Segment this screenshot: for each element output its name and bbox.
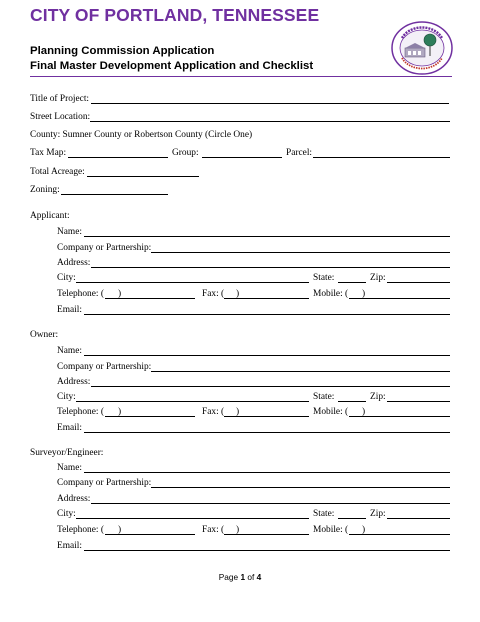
city-title: CITY OF PORTLAND, TENNESSEE bbox=[30, 5, 320, 25]
parcel-field[interactable] bbox=[313, 157, 450, 158]
applicant-address-row bbox=[30, 257, 455, 269]
applicant-address-field[interactable] bbox=[91, 267, 450, 268]
applicant-city-label: City: bbox=[57, 273, 76, 283]
owner-email-row bbox=[30, 422, 455, 434]
group-label: Group: bbox=[172, 148, 199, 158]
surveyor-address-row bbox=[30, 493, 455, 505]
surveyor-city-field[interactable] bbox=[76, 518, 309, 519]
surveyor-phone-row bbox=[30, 524, 455, 536]
county-row bbox=[30, 129, 455, 141]
owner-address-field[interactable] bbox=[91, 386, 450, 387]
owner-fax-paren: ) bbox=[236, 407, 240, 417]
surveyor-address-label: Address: bbox=[57, 494, 91, 504]
applicant-phone-row bbox=[30, 288, 455, 300]
total-acreage-field[interactable] bbox=[87, 176, 199, 177]
title-of-project-label: Title of Project: bbox=[30, 94, 90, 104]
applicant-heading-text: Applicant: bbox=[30, 211, 70, 221]
applicant-telephone-paren: ) bbox=[118, 289, 122, 299]
applicant-zip-field[interactable] bbox=[387, 282, 450, 283]
applicant-email-label: Email: bbox=[57, 305, 82, 315]
applicant-company-row bbox=[30, 242, 455, 254]
owner-city-field[interactable] bbox=[76, 401, 309, 402]
owner-address-label: Address: bbox=[57, 377, 91, 387]
form-subtitle-1: Planning Commission Application bbox=[30, 45, 215, 57]
tax-map-field[interactable] bbox=[68, 157, 168, 158]
applicant-name-label: Name: bbox=[57, 227, 82, 237]
applicant-state-label: State: bbox=[313, 273, 335, 283]
surveyor-name-row bbox=[30, 462, 455, 474]
owner-zip-label: Zip: bbox=[370, 392, 386, 402]
applicant-mobile-paren: ) bbox=[362, 289, 366, 299]
applicant-name-row bbox=[30, 226, 455, 238]
tax-map-row bbox=[30, 147, 455, 159]
owner-heading-text: Owner: bbox=[30, 330, 59, 340]
surveyor-state-label: State: bbox=[313, 509, 335, 519]
surveyor-state-field[interactable] bbox=[338, 518, 366, 519]
applicant-email-field[interactable] bbox=[84, 314, 450, 315]
owner-city-label: City: bbox=[57, 392, 76, 402]
applicant-state-field[interactable] bbox=[338, 282, 366, 283]
applicant-name-field[interactable] bbox=[84, 236, 450, 237]
city-seal-logo bbox=[390, 20, 454, 76]
owner-heading bbox=[30, 329, 455, 341]
page-footer bbox=[0, 572, 480, 582]
owner-city-row bbox=[30, 391, 455, 403]
page-of: of bbox=[247, 572, 255, 582]
surveyor-company-field[interactable] bbox=[151, 487, 450, 488]
owner-name-label: Name: bbox=[57, 346, 82, 356]
owner-zip-field[interactable] bbox=[387, 401, 450, 402]
tax-map-label: Tax Map: bbox=[30, 148, 67, 158]
street-location-row bbox=[30, 111, 455, 123]
title-of-project-field[interactable] bbox=[91, 103, 449, 104]
zoning-label: Zoning: bbox=[30, 185, 60, 195]
applicant-telephone-label: Telephone: ( bbox=[57, 289, 104, 299]
owner-phone-row bbox=[30, 406, 455, 418]
total-acreage-label: Total Acreage: bbox=[30, 167, 85, 177]
surveyor-email-row bbox=[30, 540, 455, 552]
owner-mobile-paren: ) bbox=[362, 407, 366, 417]
page-total: 4 bbox=[256, 572, 262, 582]
owner-address-row bbox=[30, 376, 455, 388]
form-subtitle-2: Final Master Development Application and Checklist bbox=[30, 60, 314, 72]
surveyor-heading bbox=[30, 447, 455, 459]
surveyor-zip-label: Zip: bbox=[370, 509, 386, 519]
owner-company-row bbox=[30, 361, 455, 373]
applicant-email-row bbox=[30, 304, 455, 316]
total-acreage-row bbox=[30, 166, 455, 178]
surveyor-name-field[interactable] bbox=[84, 472, 450, 473]
applicant-company-field[interactable] bbox=[151, 252, 450, 253]
surveyor-email-field[interactable] bbox=[84, 550, 450, 551]
zoning-row bbox=[30, 184, 455, 196]
applicant-zip-label: Zip: bbox=[370, 273, 386, 283]
group-field[interactable] bbox=[202, 157, 282, 158]
owner-company-label: Company or Partnership: bbox=[57, 362, 152, 372]
applicant-city-field[interactable] bbox=[76, 282, 309, 283]
owner-name-field[interactable] bbox=[84, 355, 450, 356]
owner-telephone-label: Telephone: ( bbox=[57, 407, 104, 417]
surveyor-fax-label: Fax: ( bbox=[202, 525, 225, 535]
surveyor-company-label: Company or Partnership: bbox=[57, 478, 152, 488]
header-rule bbox=[30, 76, 452, 77]
surveyor-address-field[interactable] bbox=[91, 503, 450, 504]
surveyor-company-row bbox=[30, 477, 455, 489]
applicant-address-label: Address: bbox=[57, 258, 91, 268]
owner-email-field[interactable] bbox=[84, 432, 450, 433]
street-location-label: Street Location: bbox=[30, 112, 91, 122]
owner-state-label: State: bbox=[313, 392, 335, 402]
surveyor-telephone-label: Telephone: ( bbox=[57, 525, 104, 535]
surveyor-mobile-paren: ) bbox=[362, 525, 366, 535]
parcel-label: Parcel: bbox=[286, 148, 313, 158]
county-label: County: Sumner County or Robertson County (Circle One) bbox=[30, 130, 253, 140]
applicant-fax-label: Fax: ( bbox=[202, 289, 225, 299]
owner-company-field[interactable] bbox=[151, 371, 450, 372]
surveyor-city-row bbox=[30, 508, 455, 520]
page-number: 1 bbox=[240, 572, 246, 582]
owner-mobile-label: Mobile: ( bbox=[313, 407, 349, 417]
surveyor-fax-paren: ) bbox=[236, 525, 240, 535]
applicant-fax-paren: ) bbox=[236, 289, 240, 299]
surveyor-heading-text: Surveyor/Engineer: bbox=[30, 448, 104, 458]
owner-telephone-paren: ) bbox=[118, 407, 122, 417]
surveyor-mobile-label: Mobile: ( bbox=[313, 525, 349, 535]
applicant-company-label: Company or Partnership: bbox=[57, 243, 152, 253]
surveyor-name-label: Name: bbox=[57, 463, 82, 473]
zoning-field[interactable] bbox=[61, 194, 168, 195]
owner-fax-label: Fax: ( bbox=[202, 407, 225, 417]
applicant-mobile-label: Mobile: ( bbox=[313, 289, 349, 299]
title-of-project-row bbox=[30, 93, 455, 105]
street-location-field[interactable] bbox=[90, 121, 450, 122]
owner-name-row bbox=[30, 345, 455, 357]
surveyor-city-label: City: bbox=[57, 509, 76, 519]
owner-email-label: Email: bbox=[57, 423, 82, 433]
surveyor-zip-field[interactable] bbox=[387, 518, 450, 519]
page-prefix: Page bbox=[218, 572, 239, 582]
surveyor-telephone-paren: ) bbox=[118, 525, 122, 535]
owner-state-field[interactable] bbox=[338, 401, 366, 402]
surveyor-email-label: Email: bbox=[57, 541, 82, 551]
applicant-heading bbox=[30, 210, 455, 222]
applicant-city-row bbox=[30, 272, 455, 284]
